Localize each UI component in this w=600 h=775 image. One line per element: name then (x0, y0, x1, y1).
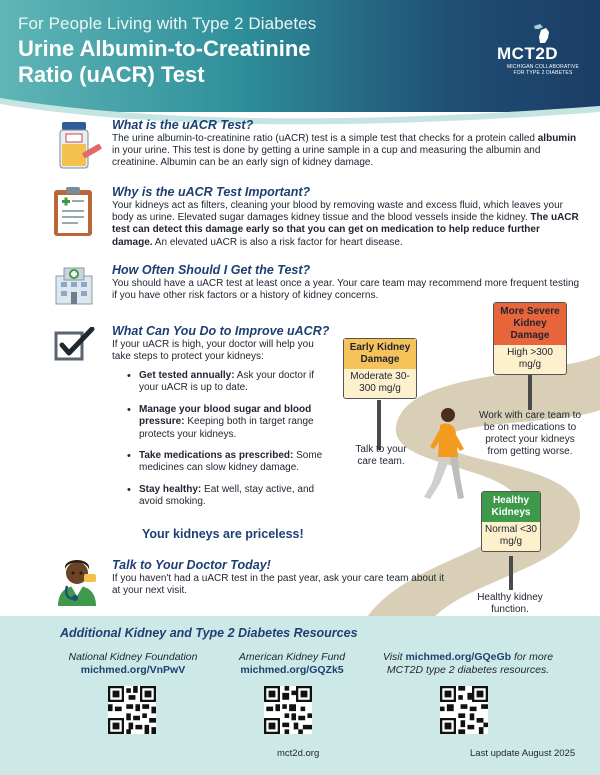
footer-last-update: Last update August 2025 (470, 748, 576, 759)
what-bold-term: albumin (537, 133, 577, 144)
resource-link[interactable]: michmed.org/GQeGb (405, 651, 512, 663)
healthy-sign-pole (509, 556, 513, 590)
resource-suffix: for more (511, 651, 554, 663)
resource-akf (222, 651, 362, 677)
resource-org: American Kidney Fund (238, 651, 346, 663)
page-title-line1: Urine Albumin-to-Creatinine (18, 36, 311, 61)
section-title-how-often: How Often Should I Get the Test? (112, 263, 311, 277)
section-why (112, 185, 582, 249)
what-text-2: in your urine. This test is done by getting a urine sample in a cup and measuring the albumin and creatinine. Albumin can be an early sign of kidney damage. (112, 145, 541, 169)
severe-damage-sign (493, 302, 567, 375)
qr-code-icon[interactable] (440, 686, 488, 734)
section-title-what-is: What is the uACR Test? (112, 118, 254, 132)
section-body-why (112, 200, 582, 249)
footer-site[interactable]: mct2d.org (277, 748, 320, 759)
list-item (125, 484, 335, 509)
what-text-1: The urine albumin-to-creatinine ratio (uACR) test is a simple test that checks for a protein called (112, 133, 535, 144)
checkbox-icon (54, 327, 96, 363)
section-title-why: Why is the uACR Test Important? (112, 185, 311, 199)
kidneys-priceless-callout: Your kidneys are priceless! (142, 527, 304, 541)
list-item (125, 450, 335, 475)
section-what-is (112, 118, 582, 170)
early-sign-value: Moderate 30-300 mg/g (350, 371, 410, 394)
healthy-kidneys-sign (481, 491, 541, 552)
urine-cup-icon (52, 118, 104, 178)
mct2d-logo (497, 24, 587, 84)
early-sign-pole (377, 400, 381, 450)
resource-mct2d-line1 (370, 651, 566, 664)
healthy-sign-value: Normal <30 mg/g (485, 524, 537, 547)
why-text-1: Your kidneys act as filters, cleaning your blood by removing waste and excess fluid, which leaves your body as urine. Elevated sugar damages kidney tissue and the blood vessels inside the kidney. (112, 200, 563, 224)
resource-link[interactable]: michmed.org/GQZk5 (240, 664, 344, 676)
severe-sign-caption: Work with care team to be on medications to protect your kidneys from getting worse. (478, 410, 582, 457)
resource-nkf (58, 651, 208, 677)
logo-name: MCT2D (497, 44, 559, 63)
walking-person-icon (418, 405, 470, 505)
hospital-icon (52, 262, 96, 306)
section-how-often (112, 263, 582, 302)
michigan-icon (531, 24, 553, 44)
why-text-2: An elevated uACR is also a risk factor for heart disease. (152, 236, 403, 248)
section-body-improve: If your uACR is high, your doctor will help you take steps to protect your kidneys: (112, 339, 314, 363)
header-kicker: For People Living with Type 2 Diabetes (18, 14, 317, 33)
bullet-bold: Stay healthy: (139, 483, 202, 495)
list-item (125, 370, 335, 395)
section-body-talk: If you haven't had a uACR test in the past year, ask your care team about it at your next visit. (112, 573, 445, 597)
section-talk (112, 558, 452, 597)
severe-sign-value: High >300 mg/g (507, 347, 553, 370)
section-body-how-often: You should have a uACR test at least once a year. Your care team may recommend more frequent testing if you have other risk factors or a history of kidney concerns. (112, 278, 580, 302)
bullet-text: Eat well, stay active, and avoid smoking. (139, 483, 315, 508)
resource-mct2d (370, 651, 566, 677)
section-title-talk: Talk to Your Doctor Today! (112, 558, 271, 572)
bullet-bold: Manage your blood sugar and blood pressure: (139, 403, 312, 428)
clipboard-icon (52, 186, 94, 238)
resource-mct2d-line2: MCT2D type 2 diabetes resources. (386, 664, 550, 676)
qr-code-icon[interactable] (264, 686, 312, 734)
bullet-bold: Take medications as prescribed: (139, 450, 294, 462)
resources-title: Additional Kidney and Type 2 Diabetes Resources (60, 626, 358, 640)
severe-sign-head: More Severe Kidney Damage (494, 303, 566, 345)
improve-bullet-list (125, 370, 335, 518)
early-damage-sign (343, 338, 417, 399)
logo-tagline: MICHIGAN COLLABORATIVE FOR TYPE 2 DIABETES (506, 64, 580, 76)
early-sign-caption: Talk to your care team. (355, 444, 407, 467)
bullet-text: Some medicines can slow kidney damage. (139, 450, 323, 474)
severe-sign-pole (528, 372, 532, 410)
resource-link[interactable]: michmed.org/VnPwV (80, 664, 186, 676)
doctor-icon (52, 556, 102, 606)
resource-prefix: Visit (382, 651, 406, 663)
bullet-bold: Get tested annually: (139, 370, 235, 381)
section-improve (112, 324, 334, 363)
resource-org: National Kidney Foundation (68, 651, 198, 663)
bullet-text: Ask your doctor if your uACR is up to date. (139, 370, 315, 394)
early-sign-head: Early Kidney Damage (344, 339, 416, 369)
section-title-improve: What Can You Do to Improve uACR? (112, 324, 330, 338)
healthy-sign-caption: Healthy kidney function. (477, 592, 543, 615)
why-bold-statement: The uACR test can detect this damage early so that you can get on medication to help reduce further damage. (112, 212, 579, 248)
list-item (125, 404, 335, 441)
bullet-text: Keeping both in target range protects your kidneys. (139, 416, 314, 440)
section-body-what-is (112, 133, 582, 170)
page-title-line2: Ratio (uACR) Test (18, 62, 205, 87)
healthy-sign-head: Healthy Kidneys (482, 492, 540, 522)
qr-code-icon[interactable] (108, 686, 156, 734)
